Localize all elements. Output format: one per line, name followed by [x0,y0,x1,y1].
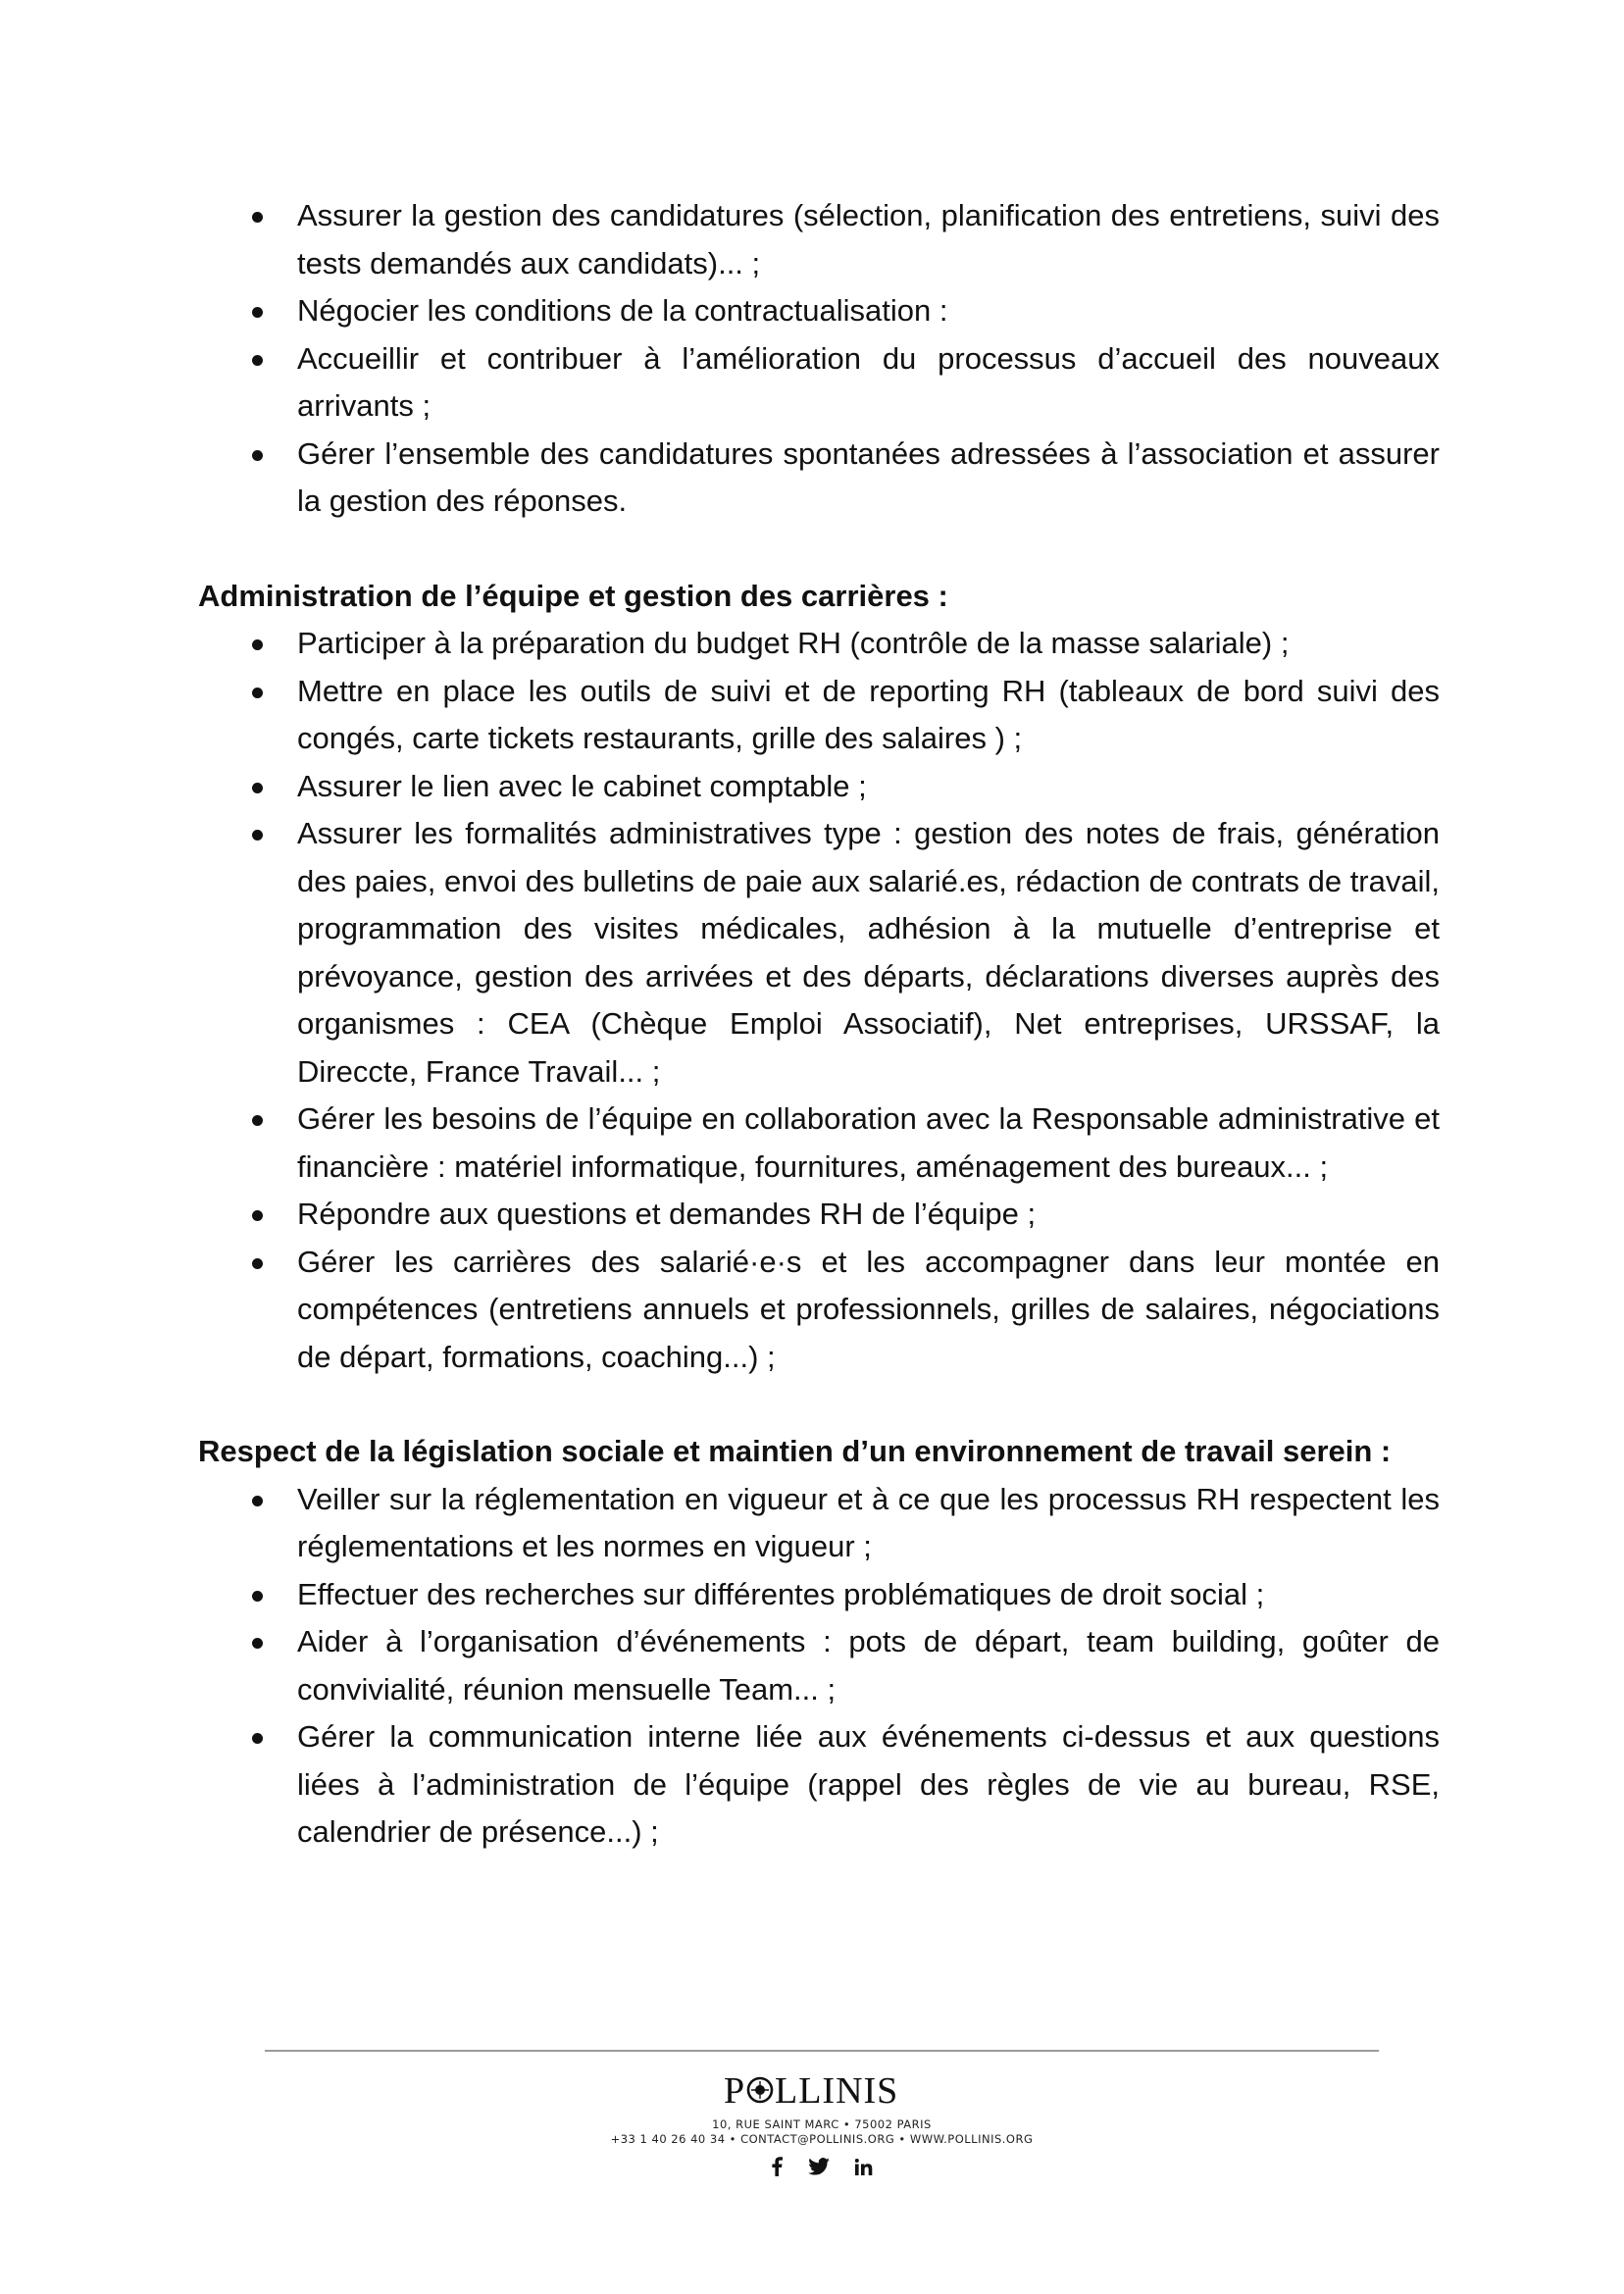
list-item-text: Répondre aux questions et demandes RH de l’équipe ; [297,1197,1037,1231]
list-item [198,1713,1440,1857]
bullet-icon [252,307,263,318]
bullet-icon [252,830,263,841]
list-item-text: Négocier les conditions de la contractualisation : [297,293,948,328]
facebook-icon[interactable] [771,2157,783,2176]
list-item-text: Accueillir et contribuer à l’amélioration du processus d’accueil des nouveaux arrivants ; [297,340,1440,423]
list-item [198,431,1440,526]
list-item-text: Gérer l’ensemble des candidatures spontanées adressées à l’association et assurer la gestion des réponses. [297,435,1440,518]
list-item [198,1618,1440,1713]
list-item [198,287,1440,335]
pollinis-logo-mark [724,2067,920,2113]
footer-divider [265,2050,1379,2052]
list-item [198,620,1440,668]
list-item [198,1239,1440,1382]
administration-list [198,620,1440,1381]
list-item [198,1571,1440,1619]
list-item-text: Assurer le lien avec le cabinet comptable ; [297,768,867,803]
bullet-icon [252,688,263,698]
list-item-text: Assurer la gestion des candidatures (sélection, planification des entretiens, suivi des tests demandés aux candidats)... ; [297,198,1440,280]
bullet-icon [252,1115,263,1126]
legislation-list [198,1476,1440,1857]
list-item [198,810,1440,1096]
list-item [198,1096,1440,1191]
bullet-icon [252,450,263,461]
list-item-text: Assurer les formalités administratives type : gestion des notes de frais, génération des paies, envoi des bulletins de paie aux salarié.es, rédaction de contrats de travail, programmation des visites médicales, adhésion à la mutuelle d’entreprise et prévoyance, gestion des arrivées et des départs, déclarations diverses auprès des organismes : CEA (Chèque Emploi Associatif), Net entreprises, URSSAF, la Direccte, France Travail... ; [297,816,1440,1089]
list-item [198,763,1440,811]
list-item-text: Participer à la préparation du budget RH (contrôle de la masse salariale) ; [297,626,1290,660]
bullet-icon [252,639,263,650]
candidatures-list [198,192,1440,526]
bullet-icon [252,1733,263,1744]
bullet-icon [252,1496,263,1506]
list-item-text: Aider à l’organisation d’événements : pots de départ, team building, goûter de convivialité, réunion mensuelle Team... ; [297,1624,1440,1707]
svg-text:LLINIS: LLINIS [775,2070,899,2112]
bullet-icon [252,1638,263,1649]
list-item [198,1476,1440,1571]
list-item [198,1191,1440,1239]
bullet-icon [252,355,263,366]
bullet-icon [252,212,263,223]
list-item-text: Mettre en place les outils de suivi et de reporting RH (tableaux de bord suivi des congés, carte tickets restaurants, grille des salaires ) ; [297,673,1440,755]
section-heading-administration: Administration de l’équipe et gestion des carrières : [198,578,948,613]
footer-contact: +33 1 40 26 40 34 • CONTACT@POLLINIS.ORG • WWW.POLLINIS.ORG [610,2132,1034,2146]
list-item [198,192,1440,287]
list-item-text: Veiller sur la réglementation en vigueur et à ce que les processus RH respectent les réglementations et les normes en vigueur ; [297,1481,1440,1563]
list-item-text: Gérer la communication interne liée aux événements ci-dessus et aux questions liées à l’administration de l’équipe (rappel des règles de vie au bureau, RSE, calendrier de présence...) ; [297,1719,1440,1849]
pollinis-logo [265,2067,1379,2116]
svg-text:P: P [724,2070,746,2112]
section-heading-legislation: Respect de la législation sociale et maintien d’un environnement de travail serein : [198,1434,1392,1468]
footer-address: 10, RUE SAINT MARC • 75002 PARIS [712,2117,932,2131]
list-item [198,335,1440,431]
bullet-icon [252,1210,263,1221]
bullet-icon [252,1258,263,1269]
list-item-text: Gérer les besoins de l’équipe en collaboration avec la Responsable administrative et financière : matériel informatique, fournitures, aménagement des bureaux... ; [297,1101,1440,1184]
bullet-icon [252,1591,263,1602]
twitter-icon[interactable] [808,2158,830,2175]
social-links [265,2155,1379,2178]
list-item-text: Effectuer des recherches sur différentes problématiques de droit social ; [297,1576,1265,1611]
document-body [198,192,1440,1857]
list-item-text: Gérer les carrières des salarié·e·s et les accompagner dans leur montée en compétences (entretiens annuels et professionnels, grilles de salaires, négociations de départ, formations, coaching...) ; [297,1244,1440,1374]
linkedin-icon[interactable] [855,2159,873,2175]
list-item [198,668,1440,763]
bullet-icon [252,783,263,793]
